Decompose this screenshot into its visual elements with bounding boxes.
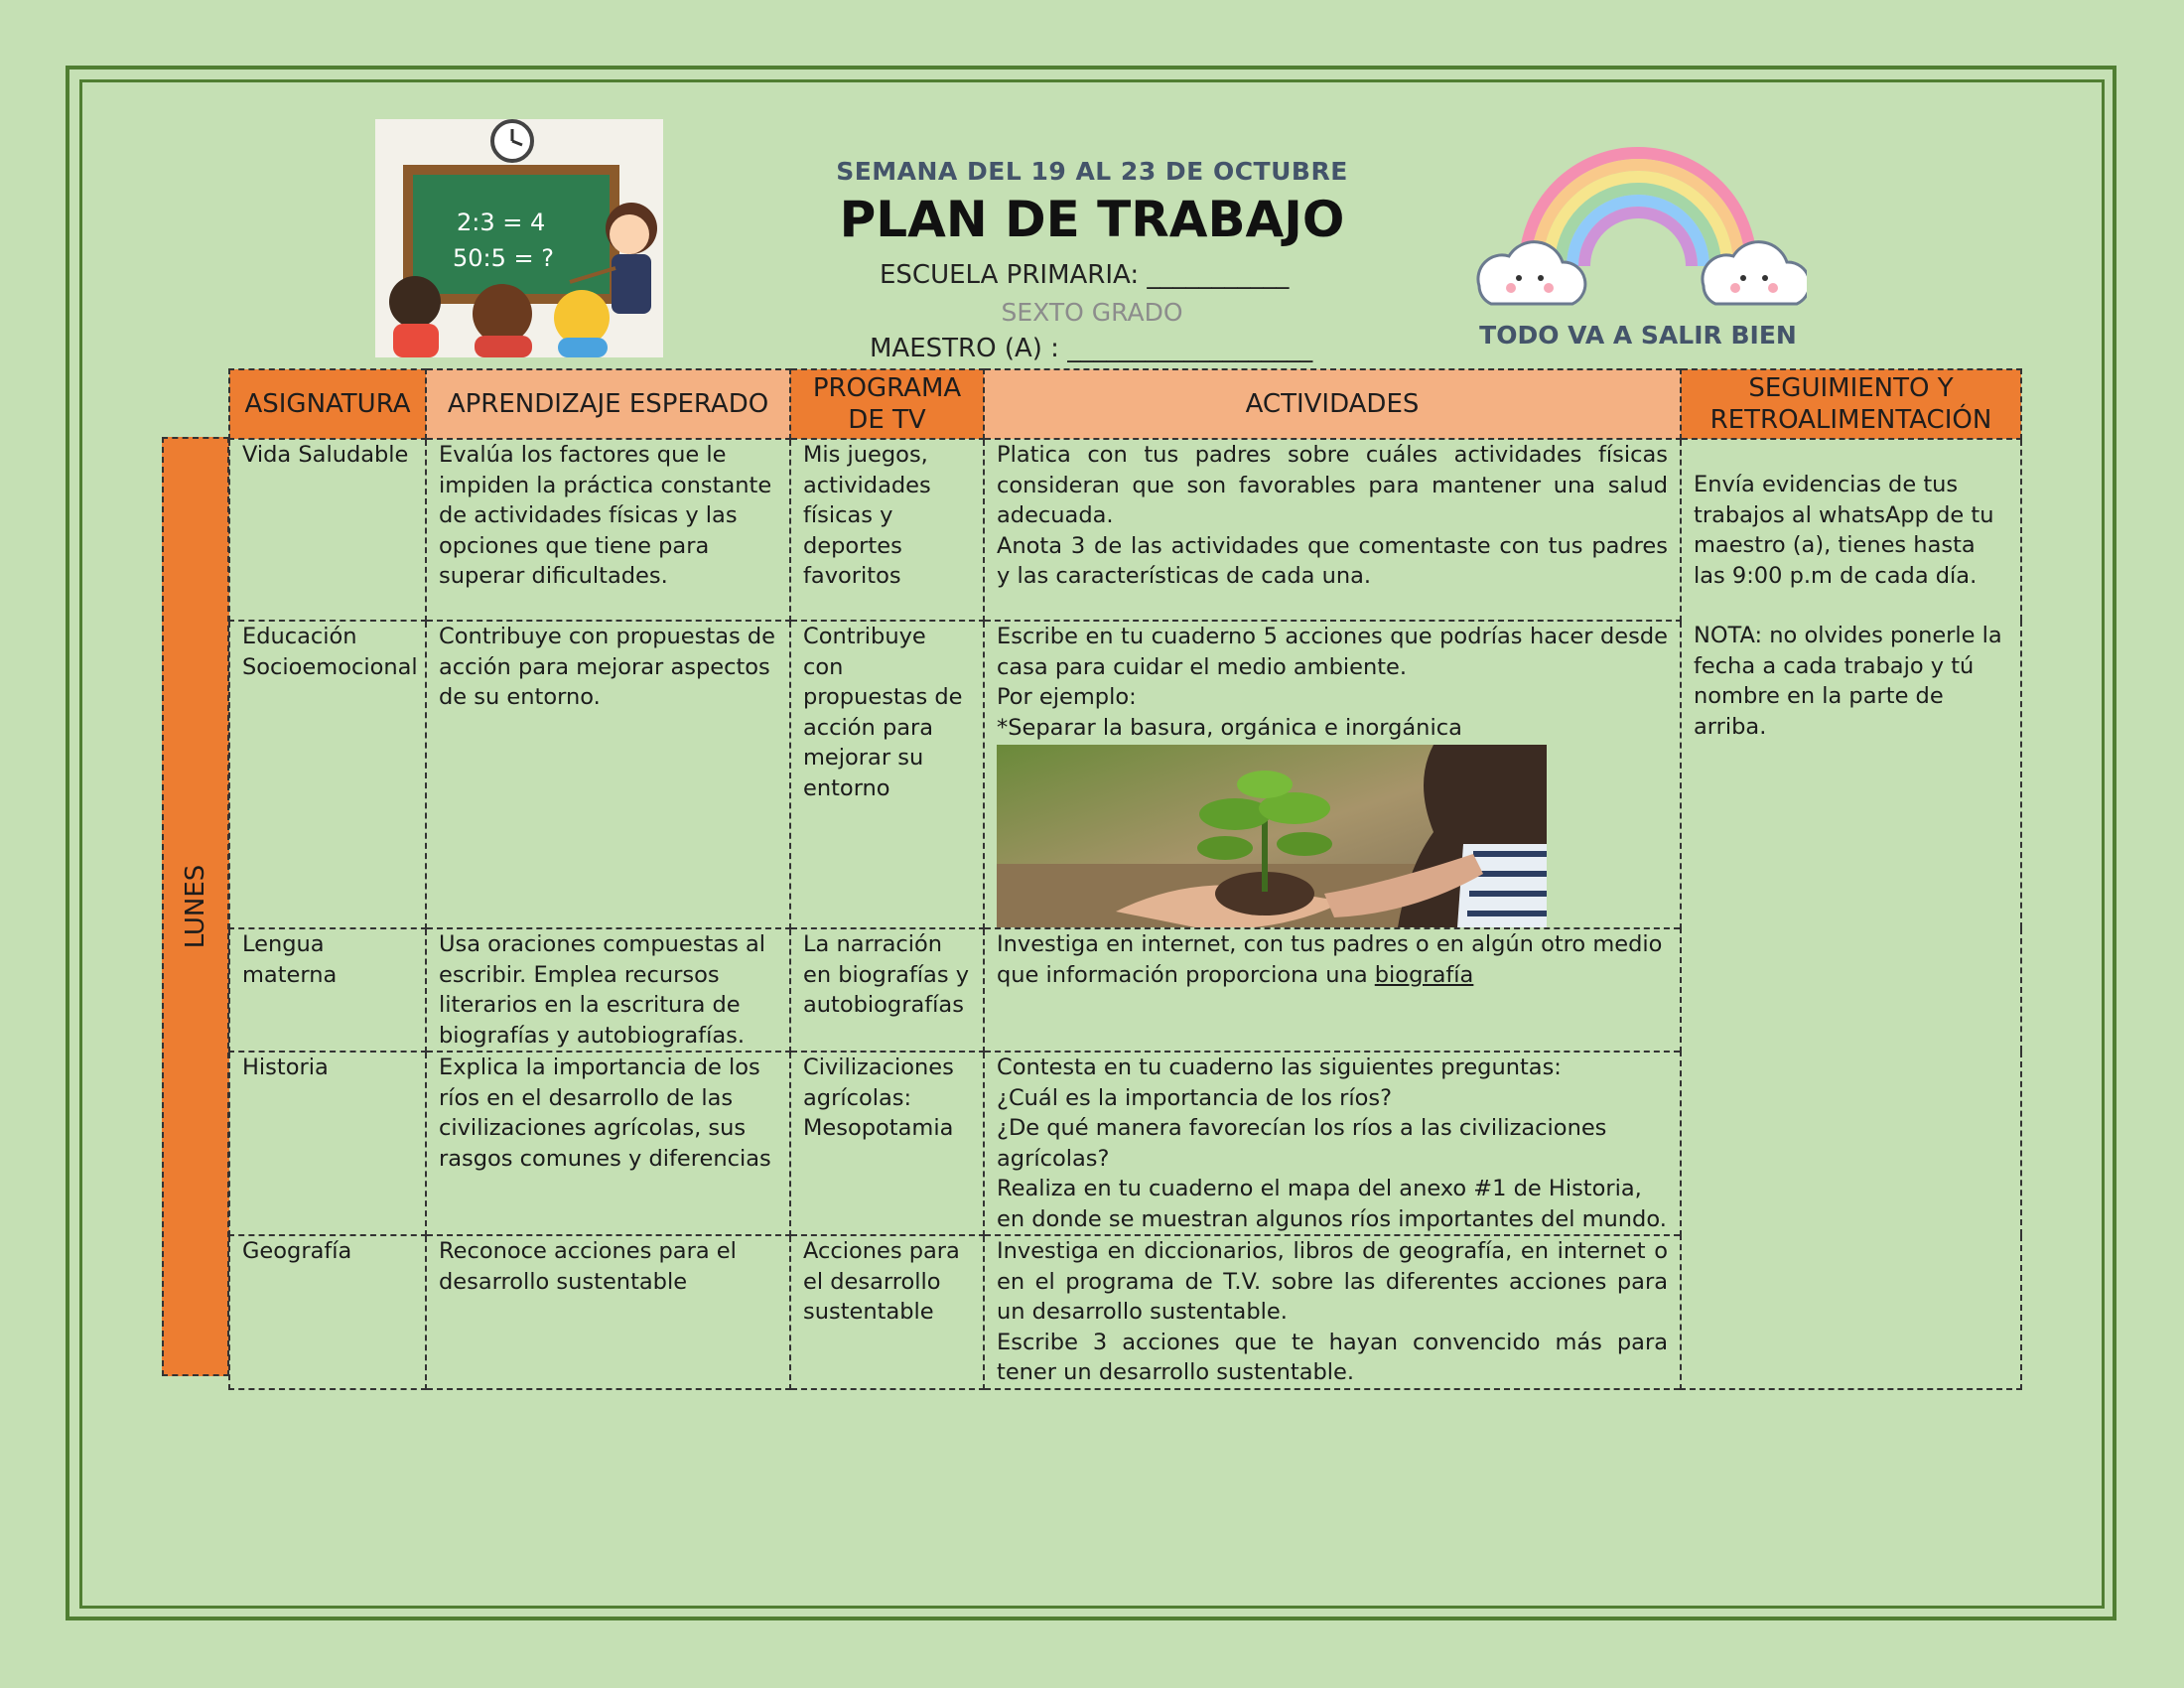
subject-cell: Lengua materna	[229, 928, 426, 1052]
tv-cell: Civilizaciones agrícolas: Mesopotamia	[790, 1052, 984, 1235]
activity-line: Escribe 3 acciones que te hayan convencido más para tener un desarrollo sustentable.	[997, 1329, 1668, 1385]
tv-cell: La narración en biografías y autobiografías	[790, 928, 984, 1052]
expected-cell: Reconoce acciones para el desarrollo sustentable	[426, 1235, 790, 1389]
week-range: SEMANA DEL 19 AL 23 DE OCTUBRE	[836, 157, 1348, 186]
day-label: LUNES	[181, 864, 210, 949]
activities-cell	[984, 1235, 1681, 1389]
activities-cell	[984, 621, 1681, 928]
activity-line: ¿Cuál es la importancia de los ríos?	[997, 1084, 1393, 1111]
biografia-link[interactable]: biografía	[1374, 961, 1474, 988]
col-header-feedback: SEGUIMIENTO Y RETROALIMENTACIÓN	[1681, 369, 2021, 439]
classroom-illustration	[375, 119, 663, 357]
subject-cell: Historia	[229, 1052, 426, 1235]
activity-line: Por ejemplo:	[997, 684, 1137, 710]
grade-label: SEXTO GRADO	[1001, 298, 1183, 327]
rainbow-logo	[1469, 117, 1807, 355]
day-label-cell	[162, 437, 229, 1376]
subject-cell: Geografía	[229, 1235, 426, 1389]
activities-cell	[984, 1052, 1681, 1235]
expected-cell: Usa oraciones compuestas al escribir. Emplea recursos literarios en la escritura de biografías y autobiografías.	[426, 928, 790, 1052]
subject-cell: Vida Saludable	[229, 439, 426, 621]
activity-line: Anota 3 de las actividades que comentaste con tus padres y las características de cada una.	[997, 532, 1668, 589]
activities-cell	[984, 928, 1681, 1052]
board-line1: 2:3 = 4	[457, 209, 546, 236]
tv-cell: Contribuye con propuestas de acción para mejorar su entorno	[790, 621, 984, 928]
expected-cell: Explica la importancia de los ríos en el desarrollo de las civilizaciones agrícolas, sus rasgos comunes y diferencias	[426, 1052, 790, 1235]
tv-cell: Acciones para el desarrollo sustentable	[790, 1235, 984, 1389]
motto: TODO VA A SALIR BIEN	[1479, 321, 1797, 350]
feedback-text: Envía evidencias de tus trabajos al whatsApp de tu maestro (a), tienes hasta las 9:00 p.m de cada día.	[1694, 472, 1994, 589]
activity-line: Investiga en diccionarios, libros de geografía, en internet o en el programa de T.V. sobre las diferentes acciones para un desarrollo sustentable.	[997, 1238, 1668, 1325]
activity-line: ¿De qué manera favorecían los ríos a las civilizaciones agrícolas?	[997, 1115, 1607, 1172]
col-header-subject: ASIGNATURA	[229, 369, 426, 439]
activities-cell	[984, 439, 1681, 621]
col-header-expected: APRENDIZAJE ESPERADO	[426, 369, 790, 439]
activity-line: Escribe en tu cuaderno 5 acciones que podrías hacer desde casa para cuidar el medio ambiente.	[997, 624, 1668, 680]
col-header-tv: PROGRAMA DE TV	[790, 369, 984, 439]
activity-line: Contesta en tu cuaderno las siguientes preguntas:	[997, 1055, 1562, 1080]
feedback-note: NOTA: no olvides ponerle la fecha a cada trabajo y tú nombre en la parte de arriba.	[1694, 623, 2002, 740]
school-field: ESCUELA PRIMARIA: ___________	[880, 260, 1290, 290]
subject-cell: Educación Socioemocional	[229, 621, 426, 928]
activity-line: Investiga en internet, con tus padres o en algún otro medio que información proporciona una	[997, 931, 1663, 988]
planting-photo	[997, 745, 1547, 927]
activity-line: Platica con tus padres sobre cuáles actividades físicas consideran que son favorables para mantener una salud adecuada.	[997, 442, 1668, 528]
activity-line: *Separar la basura, orgánica e inorgánica	[997, 714, 1462, 741]
tv-cell: Mis juegos, actividades físicas y deportes favoritos	[790, 439, 984, 621]
teacher-field: MAESTRO (A) : ___________________	[870, 334, 1313, 363]
expected-cell: Contribuye con propuestas de acción para mejorar aspectos de su entorno.	[426, 621, 790, 928]
activity-line: Realiza en tu cuaderno el mapa del anexo #1 de Historia, en donde se muestran algunos ríos importantes del mundo.	[997, 1176, 1667, 1232]
board-line2: 50:5 = ?	[453, 244, 554, 272]
page-title: PLAN DE TRABAJO	[839, 191, 1345, 248]
col-header-activities: ACTIVIDADES	[984, 369, 1681, 439]
expected-cell: Evalúa los factores que le impiden la práctica constante de actividades físicas y las opciones que tiene para superar dificultades.	[426, 439, 790, 621]
feedback-cell	[1681, 439, 2021, 1389]
table-row	[229, 439, 2021, 621]
plan-table	[228, 368, 2022, 1390]
